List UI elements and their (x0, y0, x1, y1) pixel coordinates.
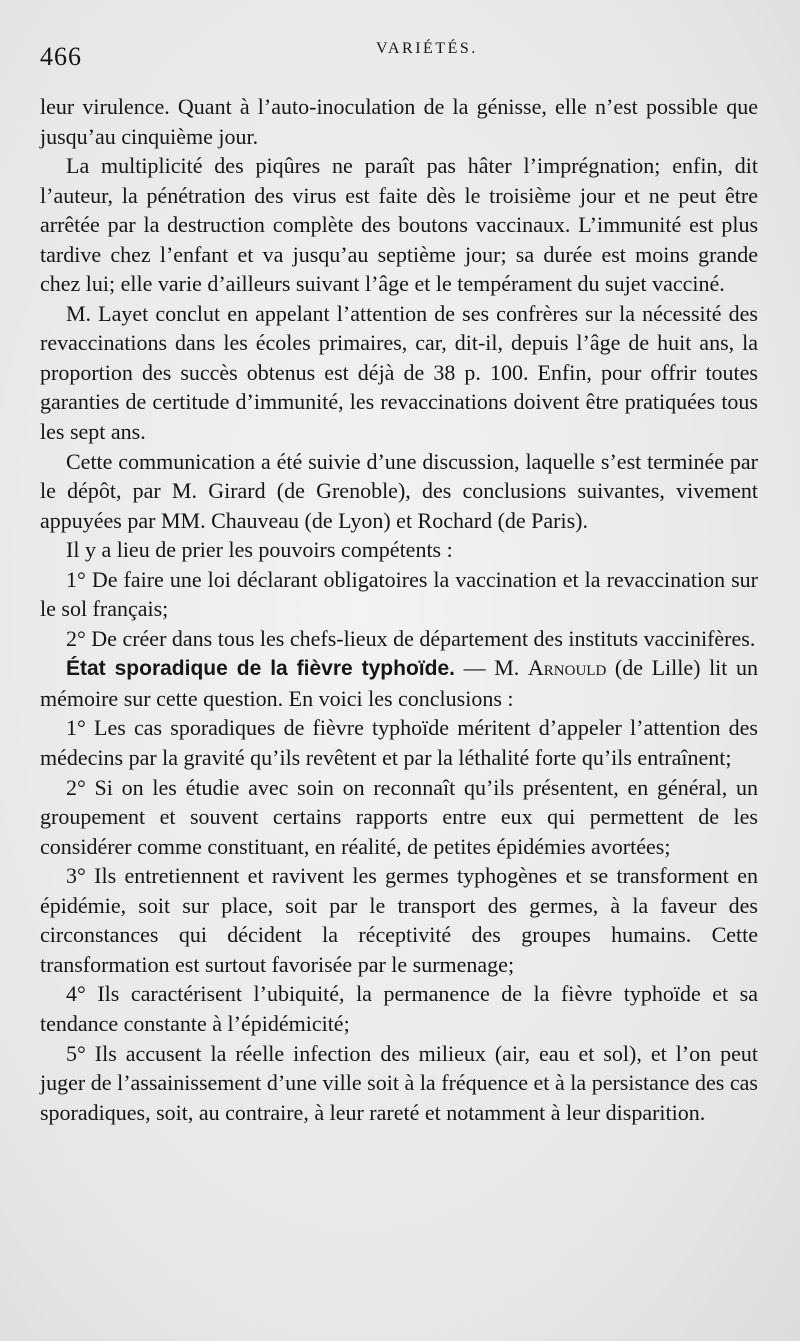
numbered-conclusion: 4° Ils caractérisent l’ubiquité, la permanence de la fièvre typhoïde et sa tendance constante à l’épidémicité; (40, 981, 758, 1036)
numbered-conclusion: 5° Ils accusent la réelle infection des milieux (air, eau et sol), et l’on peut juger de l’assainissement d’une ville soit à la fréquence et à la persistance des cas sporadiques, soit, au contraire, à leur rareté et notamment à leur disparition. (40, 1040, 758, 1125)
page-header (40, 34, 758, 92)
running-title: VARIÉTÉS. (376, 40, 478, 57)
numbered-conclusion: 3° Ils entretiennent et ravivent les germes typhogènes et se transforment en épidémie, soit sur place, soit par le transport des germes, à la faveur des circonstances qui décident la réceptivité des groupes humains. Cette transformation est surtout favorisée par le surmenage; (40, 863, 758, 977)
paragraph: Cette communication a été suivie d’une discussion, laquelle s’est terminée par le dépôt, par M. Girard (de Grenoble), des conclusions suivantes, vivement appuyées par MM. Chauveau (de Lyon) et Rochard (de Paris). (40, 448, 758, 533)
heading-dash: — M. (454, 655, 528, 681)
section-paragraph (40, 653, 758, 713)
numbered-conclusion: 2° Si on les étudie avec soin on reconnaît qu’ils présentent, en général, un groupement et souvent certains rapports entre eux qui permettent de les considérer comme constituant, en réalité, de petites épidémies avortées; (40, 774, 758, 859)
numbered-conclusion: 1° Les cas sporadiques de fièvre typhoïde méritent d’appeler l’attention des médecins par la gravité qu’ils revêtent et par la léthalité forte qu’ils entraînent; (40, 715, 758, 771)
section-heading: État sporadique de la fièvre typhoïde. (66, 657, 455, 681)
numbered-conclusion: 1° De faire une loi déclarant obligatoires la vaccination et la revaccination sur le sol français; (40, 566, 758, 622)
page-number: 466 (40, 42, 82, 71)
paragraph: Il y a lieu de prier les pouvoirs compétents : (66, 537, 453, 563)
paragraph: La multiplicité des piqûres ne paraît pas hâter l’imprégnation; enfin, dit l’auteur, la pénétration des virus est faite dès le troisième jour et ne peut être arrêtée par la destruction complète des boutons vaccinaux. L’immunité est plus tardive chez l’enfant et va jusqu’au septième jour; sa durée est moins grande chez lui; elle varie d’ailleurs suivant l’âge et le tempérament du sujet vacciné. (40, 153, 758, 297)
author-name: Arnould (527, 655, 607, 681)
numbered-conclusion: 2° De créer dans tous les chefs-lieux de département des instituts vaccinifères. (66, 625, 756, 651)
paragraph: M. Layet conclut en appelant l’attention de ses confrères sur la nécessité des revaccinations dans les écoles primaires, car, dit-il, depuis l’âge de huit ans, la proportion des succès obtenus est déjà de 38 p. 100. Enfin, pour offrir toutes garanties de certitude d’immunité, les revaccinations doivent être pratiquées tous les sept ans. (40, 300, 758, 445)
paragraph-continuation: leur virulence. Quant à l’auto-inoculation de la génisse, elle n’est possible que jusqu’au cinquième jour. (40, 94, 758, 149)
page-body (40, 92, 758, 1127)
section-intro-text: (de Lille) lit un mémoire sur cette question. En voici les conclusions : (40, 655, 759, 711)
